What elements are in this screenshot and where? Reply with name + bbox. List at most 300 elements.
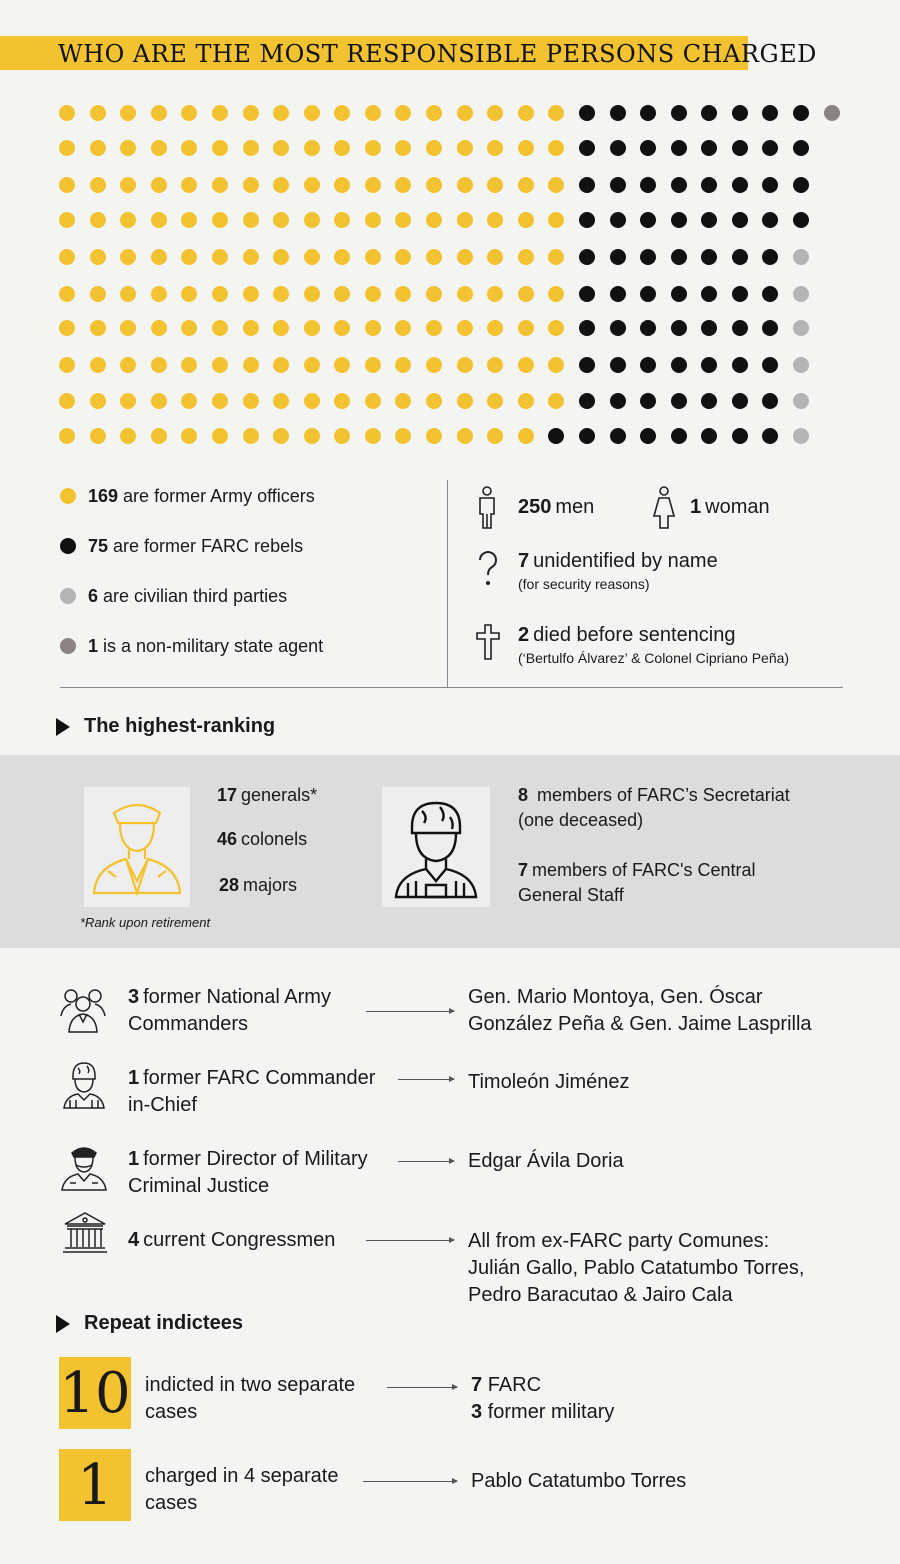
person-dot	[243, 320, 259, 336]
person-dot	[120, 428, 136, 444]
person-dot	[426, 393, 442, 409]
person-dot	[548, 357, 564, 373]
repeat-farc-line	[471, 1372, 614, 1399]
names-congressmen-line1: All from ex-FARC party Comunes:	[468, 1230, 770, 1252]
person-dot	[457, 428, 473, 444]
page-title: WHO ARE THE MOST RESPONSIBLE PERSONS CHARGED	[58, 40, 817, 68]
divider-horizontal	[60, 687, 843, 688]
person-dot	[457, 249, 473, 265]
person-dot	[243, 357, 259, 373]
person-dot	[365, 357, 381, 373]
person-dot	[304, 357, 320, 373]
role-army-commanders-count: 3	[128, 986, 140, 1008]
colonels-label: colonels	[241, 829, 308, 849]
person-dot	[212, 249, 228, 265]
person-dot	[762, 212, 778, 228]
repeat-two-cases-line1: indicted in two separate	[145, 1374, 356, 1396]
died-note: (‘Bertulfo Álvarez’ & Colonel Cipriano Peña)	[518, 650, 790, 666]
person-dot	[793, 212, 809, 228]
person-dot	[610, 212, 626, 228]
person-dot	[579, 140, 595, 156]
person-dot	[273, 105, 289, 121]
person-dot	[395, 140, 411, 156]
person-dot	[518, 320, 534, 336]
generals-label: generals*	[241, 785, 318, 805]
person-dot	[90, 105, 106, 121]
person-dot	[793, 393, 809, 409]
person-dot	[273, 140, 289, 156]
person-dot	[59, 212, 75, 228]
army-commanders-icon	[57, 986, 109, 1034]
person-dot	[304, 140, 320, 156]
repeat-two-cases-text	[145, 1372, 355, 1426]
role-congressmen-line1	[128, 1227, 368, 1254]
arrow-6	[363, 1481, 457, 1482]
person-dot	[671, 212, 687, 228]
repeat-farc-count: 7	[471, 1374, 483, 1396]
person-dot	[365, 428, 381, 444]
person-dot	[457, 140, 473, 156]
person-dot	[304, 212, 320, 228]
role-military-director-line1	[128, 1146, 398, 1173]
role-army-commanders-label: former National Army	[143, 986, 331, 1008]
person-dot	[426, 212, 442, 228]
person-dot	[151, 320, 167, 336]
person-dot	[243, 393, 259, 409]
military-director-icon	[60, 1143, 108, 1191]
men-stat	[518, 496, 594, 519]
names-farc-commander: Timoleón Jiménez	[468, 1071, 630, 1093]
person-dot	[273, 428, 289, 444]
person-dot	[334, 177, 350, 193]
arrow-4	[366, 1240, 454, 1241]
person-dot	[426, 428, 442, 444]
person-dot	[151, 212, 167, 228]
person-dot	[304, 320, 320, 336]
person-dot	[59, 249, 75, 265]
highest-ranking-label: The highest-ranking	[84, 715, 276, 737]
person-dot	[671, 428, 687, 444]
person-dot	[120, 140, 136, 156]
person-dot	[273, 249, 289, 265]
person-dot	[671, 177, 687, 193]
person-dot	[334, 357, 350, 373]
person-dot	[120, 212, 136, 228]
person-dot	[90, 140, 106, 156]
person-dot	[120, 249, 136, 265]
person-dot	[457, 286, 473, 302]
person-dot	[243, 140, 259, 156]
person-dot	[395, 393, 411, 409]
person-dot	[181, 320, 197, 336]
women-count: 1	[690, 496, 702, 518]
person-dot	[334, 212, 350, 228]
person-dot	[304, 428, 320, 444]
role-military-director-label: former Director of Military	[143, 1148, 368, 1170]
person-dot	[151, 286, 167, 302]
person-dot	[59, 105, 75, 121]
repeat-four-cases-line1: charged in 4 separate	[145, 1465, 339, 1487]
person-dot	[395, 177, 411, 193]
role-military-director	[128, 1146, 398, 1200]
repeat-military-line	[471, 1399, 614, 1426]
person-dot	[610, 286, 626, 302]
person-dot	[732, 212, 748, 228]
legend-state-agent	[60, 635, 323, 657]
person-dot	[579, 212, 595, 228]
person-dot	[732, 393, 748, 409]
person-dot	[304, 105, 320, 121]
person-dot	[579, 286, 595, 302]
person-dot	[793, 428, 809, 444]
person-dot	[701, 249, 717, 265]
person-dot	[59, 428, 75, 444]
legend-dot-black	[60, 538, 76, 554]
arrow-2	[398, 1079, 454, 1080]
person-dot	[120, 105, 136, 121]
person-dot	[120, 320, 136, 336]
triangle-bullet-icon	[56, 718, 70, 736]
person-dot	[610, 320, 626, 336]
person-dot	[610, 393, 626, 409]
person-dot	[701, 320, 717, 336]
person-dot	[640, 357, 656, 373]
person-dot	[212, 320, 228, 336]
question-mark-icon	[477, 549, 499, 589]
repeat-indictees-heading	[56, 1312, 243, 1335]
role-congressmen	[128, 1227, 368, 1254]
person-dot	[426, 357, 442, 373]
congress-building-icon	[62, 1211, 108, 1255]
legend-army-count: 169	[88, 485, 119, 506]
person-dot	[732, 105, 748, 121]
person-dot	[610, 428, 626, 444]
person-dot	[59, 286, 75, 302]
person-dot	[181, 212, 197, 228]
person-dot	[181, 140, 197, 156]
person-dot	[151, 249, 167, 265]
person-dot	[610, 357, 626, 373]
person-dot	[548, 140, 564, 156]
staff-stat	[518, 860, 756, 881]
person-dot	[793, 177, 809, 193]
person-dot	[610, 140, 626, 156]
secretariat-line2: (one deceased)	[518, 810, 644, 830]
rank-footnote: *Rank upon retirement	[80, 915, 211, 930]
person-dot	[548, 249, 564, 265]
staff-line1: members of FARC's Central	[532, 860, 756, 880]
person-dot	[793, 286, 809, 302]
person-dot	[793, 105, 809, 121]
person-dot	[181, 428, 197, 444]
colonels-stat	[217, 829, 307, 850]
person-dot	[548, 177, 564, 193]
unidentified-label: unidentified by name	[533, 550, 718, 572]
person-dot	[793, 320, 809, 336]
legend-farc-text: are former FARC rebels	[113, 535, 304, 556]
person-dot	[120, 286, 136, 302]
person-dot	[640, 249, 656, 265]
person-dot	[426, 105, 442, 121]
dot-grid	[0, 0, 900, 460]
person-dot	[90, 357, 106, 373]
person-dot	[732, 286, 748, 302]
person-dot	[701, 393, 717, 409]
person-dot	[548, 286, 564, 302]
person-dot	[457, 105, 473, 121]
person-dot	[548, 212, 564, 228]
unidentified-count: 7	[518, 550, 530, 572]
person-dot	[243, 249, 259, 265]
person-dot	[334, 286, 350, 302]
person-dot	[487, 393, 503, 409]
repeat-farc-label: FARC	[487, 1374, 542, 1396]
person-dot	[640, 428, 656, 444]
person-dot	[640, 393, 656, 409]
person-dot	[304, 249, 320, 265]
person-dot	[701, 212, 717, 228]
role-military-director-line2: Criminal Justice	[128, 1175, 270, 1197]
legend-farc-count: 75	[88, 535, 109, 556]
person-dot	[59, 393, 75, 409]
staff-line2: General Staff	[518, 885, 624, 905]
unidentified-stat	[518, 550, 718, 573]
person-dot	[120, 393, 136, 409]
person-dot	[732, 428, 748, 444]
person-dot	[181, 393, 197, 409]
person-dot	[518, 428, 534, 444]
person-dot	[640, 212, 656, 228]
repeat-four-cases-line2: cases	[145, 1492, 198, 1514]
person-dot	[212, 286, 228, 302]
majors-count: 28	[219, 875, 240, 895]
person-dot	[243, 105, 259, 121]
person-dot	[610, 105, 626, 121]
person-dot	[243, 212, 259, 228]
farc-guerrilla-icon-box	[382, 787, 490, 907]
cross-icon	[476, 624, 500, 660]
army-officer-icon-box	[84, 787, 190, 907]
legend-dot-gray	[60, 588, 76, 604]
repeat-military-count: 3	[471, 1401, 483, 1423]
person-dot	[457, 357, 473, 373]
person-dot	[151, 105, 167, 121]
names-army-commanders-line1: Gen. Mario Montoya, Gen. Óscar	[468, 986, 763, 1008]
person-dot	[762, 357, 778, 373]
role-army-commanders	[128, 984, 368, 1038]
person-dot	[518, 249, 534, 265]
secretariat-stat	[518, 785, 790, 806]
person-dot	[59, 357, 75, 373]
person-dot	[487, 320, 503, 336]
person-dot	[181, 286, 197, 302]
person-dot	[579, 393, 595, 409]
person-dot	[518, 393, 534, 409]
women-label: woman	[705, 496, 770, 518]
person-dot	[334, 393, 350, 409]
majors-label: majors	[243, 875, 298, 895]
names-army-commanders	[468, 984, 812, 1038]
person-dot	[120, 177, 136, 193]
person-dot	[90, 249, 106, 265]
person-dot	[518, 177, 534, 193]
person-dot	[487, 249, 503, 265]
person-dot	[90, 393, 106, 409]
person-dot	[487, 357, 503, 373]
person-dot	[487, 177, 503, 193]
divider-vertical	[447, 480, 448, 687]
legend-civilian	[60, 585, 287, 607]
person-dot	[701, 140, 717, 156]
person-dot	[671, 286, 687, 302]
person-dot	[518, 286, 534, 302]
person-dot	[120, 357, 136, 373]
men-count: 250	[518, 496, 552, 518]
person-dot	[151, 177, 167, 193]
person-dot	[518, 357, 534, 373]
person-dot	[640, 105, 656, 121]
person-dot	[395, 249, 411, 265]
person-dot	[793, 249, 809, 265]
person-dot	[59, 320, 75, 336]
person-dot	[793, 357, 809, 373]
person-dot	[701, 177, 717, 193]
person-dot	[365, 105, 381, 121]
legend-state-text: is a non-military state agent	[103, 635, 324, 656]
person-dot	[640, 320, 656, 336]
person-dot	[762, 393, 778, 409]
triangle-bullet-icon	[56, 1315, 70, 1333]
person-dot	[548, 320, 564, 336]
person-dot	[671, 357, 687, 373]
person-dot	[518, 212, 534, 228]
person-dot	[90, 428, 106, 444]
person-dot	[243, 286, 259, 302]
person-dot	[365, 249, 381, 265]
role-military-director-count: 1	[128, 1148, 140, 1170]
person-dot	[762, 177, 778, 193]
person-dot	[212, 177, 228, 193]
repeat-number-box-1: 1	[59, 1449, 131, 1521]
person-dot	[518, 140, 534, 156]
person-dot	[548, 393, 564, 409]
died-stat	[518, 624, 736, 647]
person-dot	[181, 177, 197, 193]
generals-count: 17	[217, 785, 238, 805]
person-dot	[90, 212, 106, 228]
person-dot-state-agent	[824, 105, 840, 121]
person-dot	[304, 393, 320, 409]
names-congressmen-line2: Julián Gallo, Pablo Catatumbo Torres,	[468, 1257, 805, 1279]
legend-dot-yellow	[60, 488, 76, 504]
person-dot	[395, 428, 411, 444]
person-dot	[334, 320, 350, 336]
person-dot	[212, 140, 228, 156]
highest-ranking-heading	[56, 715, 275, 738]
person-dot	[762, 320, 778, 336]
person-dot	[395, 320, 411, 336]
person-dot	[273, 393, 289, 409]
legend-farc	[60, 535, 303, 557]
man-icon	[476, 486, 498, 530]
person-dot	[212, 357, 228, 373]
person-dot	[579, 177, 595, 193]
person-dot	[90, 320, 106, 336]
person-dot	[487, 140, 503, 156]
women-stat	[690, 496, 770, 519]
person-dot	[762, 428, 778, 444]
men-label: men	[555, 496, 595, 518]
person-dot	[762, 105, 778, 121]
role-farc-commander-line2: in-Chief	[128, 1094, 197, 1116]
person-dot	[181, 357, 197, 373]
person-dot	[395, 212, 411, 228]
person-dot	[457, 393, 473, 409]
legend-army	[60, 485, 315, 507]
person-dot	[548, 105, 564, 121]
repeat-indictees-label: Repeat indictees	[84, 1312, 243, 1334]
staff-count: 7	[518, 860, 529, 880]
person-dot	[365, 140, 381, 156]
repeat-number-box-10: 10	[59, 1357, 131, 1429]
person-dot	[426, 320, 442, 336]
repeat-military-label: former military	[487, 1401, 615, 1423]
person-dot	[273, 320, 289, 336]
legend-state-count: 1	[88, 635, 99, 656]
person-dot	[640, 286, 656, 302]
person-dot	[212, 428, 228, 444]
names-military-director: Edgar Ávila Doria	[468, 1150, 624, 1172]
person-dot	[732, 177, 748, 193]
colonels-count: 46	[217, 829, 238, 849]
person-dot	[59, 177, 75, 193]
role-farc-commander-line1	[128, 1065, 398, 1092]
names-army-commanders-line2: González Peña & Gen. Jaime Lasprilla	[468, 1013, 812, 1035]
legend-civilian-count: 6	[88, 585, 99, 606]
person-dot	[671, 320, 687, 336]
person-dot	[457, 212, 473, 228]
person-dot	[579, 105, 595, 121]
person-dot	[732, 357, 748, 373]
person-dot	[365, 177, 381, 193]
person-dot	[334, 140, 350, 156]
person-dot	[426, 249, 442, 265]
person-dot	[671, 140, 687, 156]
person-dot	[273, 212, 289, 228]
person-dot	[151, 393, 167, 409]
person-dot	[579, 357, 595, 373]
person-dot	[90, 286, 106, 302]
role-farc-commander-label: former FARC Commander	[143, 1067, 376, 1089]
person-dot	[212, 212, 228, 228]
person-dot	[395, 357, 411, 373]
person-dot	[90, 177, 106, 193]
person-dot	[610, 177, 626, 193]
person-dot	[365, 393, 381, 409]
person-dot	[487, 212, 503, 228]
person-dot	[151, 140, 167, 156]
person-dot	[212, 105, 228, 121]
person-dot	[365, 286, 381, 302]
person-dot	[426, 286, 442, 302]
person-dot	[487, 428, 503, 444]
person-dot	[548, 428, 564, 444]
person-dot	[610, 249, 626, 265]
repeat-two-cases-line2: cases	[145, 1401, 198, 1423]
person-dot	[579, 428, 595, 444]
died-label: died before sentencing	[533, 624, 736, 646]
person-dot	[181, 105, 197, 121]
